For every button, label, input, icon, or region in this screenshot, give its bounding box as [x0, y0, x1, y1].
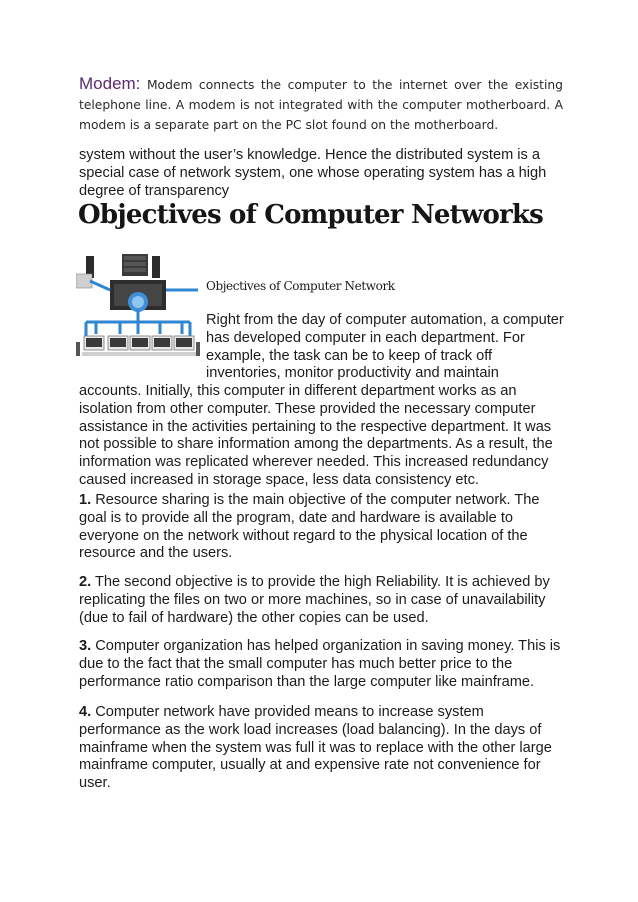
objective-number: 4. [79, 704, 92, 720]
objective-2 [79, 574, 563, 627]
text-line: performance as the work load increases (load balancing). In the days of [79, 721, 542, 738]
text-line: Computer network have provided means to increase system [95, 704, 484, 720]
text-line: has developed computer in each department. For [206, 329, 525, 346]
intro-wrapped-lines [206, 312, 566, 383]
objective-4 [79, 704, 563, 793]
objective-3 [79, 638, 563, 691]
text-line: (due to fail of hardware) the other copies can be used. [79, 609, 429, 626]
text-line: isolation from other computer. These provided the necessary computer [79, 400, 536, 417]
modem-paragraph [79, 74, 563, 135]
text-line: goal is to provide all the program, date and hardware is available to [79, 509, 514, 526]
intro-full-lines [79, 383, 559, 490]
continuation-paragraph: system without the user’s knowledge. Hence the distributed system is a special case of network system, one whose operating system has a high degree of transparency [79, 147, 547, 199]
text-line: assistance in the activities pertaining to the respective department. It was [79, 418, 552, 435]
section-heading: Objectives of Computer Networks [78, 200, 543, 230]
text-line: performance ratio comparison than the large computer like mainframe. [79, 673, 535, 690]
text-line: mainframe when the system was full it was to replace with the other large [79, 739, 552, 756]
objective-1 [79, 492, 563, 563]
text-line: Right from the day of computer automation, a computer [206, 312, 564, 328]
text-line: everyone on the network without regard to the physical location of the [79, 527, 528, 544]
text-line: caused increased in storage space, less data consistency etc. [79, 471, 479, 488]
figure-caption: Objectives of Computer Network [206, 279, 395, 293]
objective-number: 1. [79, 492, 92, 508]
text-line: Resource sharing is the main objective of the computer network. The [95, 492, 540, 508]
objective-number: 2. [79, 574, 92, 590]
text-line: Computer organization has helped organization in saving money. This is [95, 638, 561, 654]
text-line: mainframe computer, usually at and expensive rate not convenience for [79, 757, 541, 774]
text-line: resource and the users. [79, 545, 233, 562]
modem-text: Modem connects the computer to the internet over the existing telephone line. A modem is not integrated with the computer motherboard. A modem is a separate part on the PC slot found on the motherboard. [79, 78, 563, 132]
text-line: due to the fact that the small computer has much better price to the [79, 655, 513, 672]
text-line: not possible to share information among the departments. As a result, the [79, 436, 553, 453]
objective-number: 3. [79, 638, 92, 654]
text-line: information was replicated wherever needed. This increased redundancy [79, 454, 549, 471]
text-line: The second objective is to provide the high Reliability. It is achieved by [94, 574, 550, 590]
network-diagram-icon [76, 250, 200, 364]
text-line: accounts. Initially, this computer in different department works as an [79, 383, 517, 399]
text-line: replicating the files on two or more machines, so in case of unavailability [79, 591, 546, 608]
modem-term: Modem: [79, 74, 141, 93]
text-line: inventories, monitor productivity and maintain [206, 365, 499, 382]
text-line: example, the task can be to keep of track off [206, 347, 493, 364]
text-line: user. [79, 775, 111, 792]
